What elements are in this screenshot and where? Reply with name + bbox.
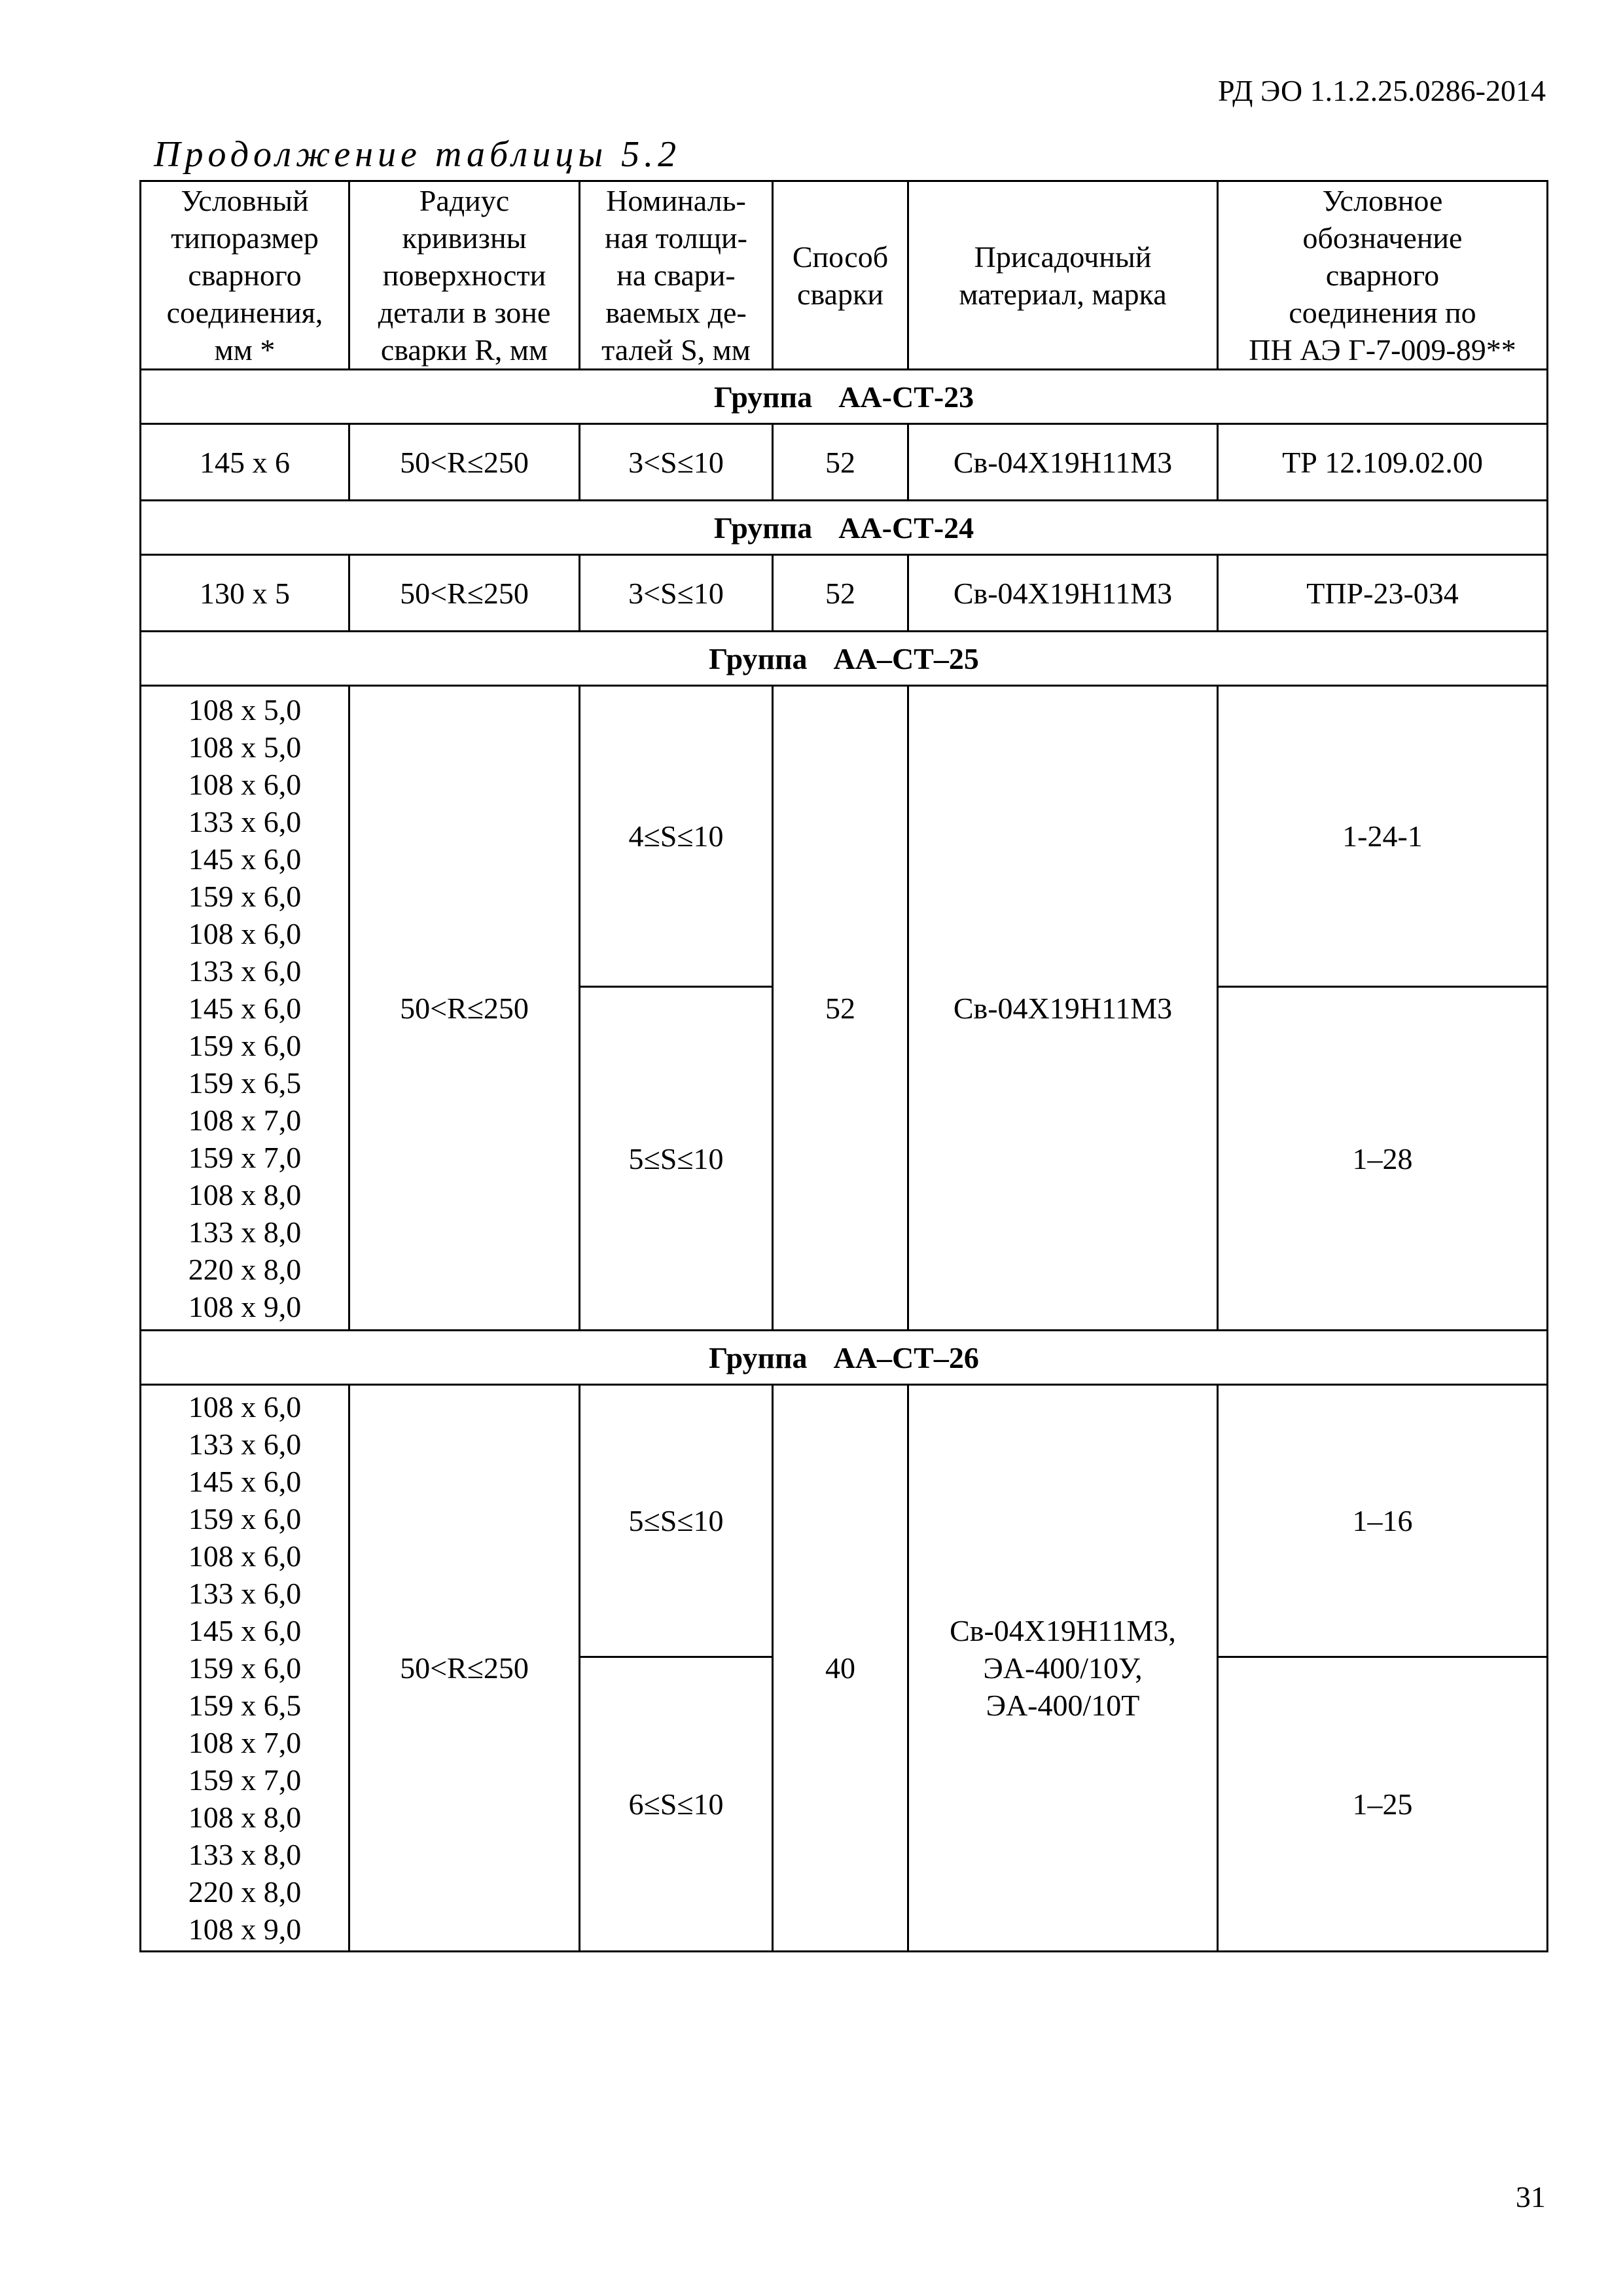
cell-line: 159 х 6,0 (188, 1651, 302, 1685)
cell-line: 133 х 6,0 (188, 954, 302, 988)
method-cell: 40 (773, 1385, 908, 1952)
header-cell-designation (1218, 181, 1548, 370)
cell-line: сварного (1325, 259, 1440, 292)
cell-line: 133 х 6,0 (188, 1577, 302, 1610)
thickness-cell: 5≤S≤10 (580, 987, 773, 1331)
cell-line: 133 х 6,0 (188, 804, 302, 838)
cell-line: 133 х 8,0 (188, 1215, 302, 1249)
cell-line: 108 х 9,0 (188, 1912, 302, 1946)
cell-line: Св-04Х19Н11М3 (953, 991, 1173, 1025)
cell-line: 108 х 6,0 (188, 1390, 302, 1424)
cell-line: 108 х 8,0 (188, 1177, 302, 1211)
cell-line: 145 х 6,0 (188, 1614, 302, 1647)
cell-line: 108 х 7,0 (188, 1726, 302, 1759)
cell-line: обозначение (1302, 221, 1463, 255)
group-code: АА-СТ-23 (838, 380, 974, 414)
welding-table (139, 180, 1548, 1952)
group-title (141, 370, 1548, 424)
cell-line: Номиналь- (606, 184, 746, 217)
method-cell: 52 (773, 686, 908, 1331)
cell-line: 108 х 6,0 (188, 916, 302, 950)
cell-line: ЭА-400/10Т (986, 1689, 1140, 1722)
table-row (141, 1385, 1548, 1657)
cell-line: 108 х 6,0 (188, 1539, 302, 1573)
page-number: 31 (1516, 2180, 1546, 2214)
material-cell: Св-04Х19Н11М3 (908, 424, 1218, 501)
document-code: РД ЭО 1.1.2.25.0286-2014 (1218, 74, 1546, 107)
cell-line: 159 х 7,0 (188, 1763, 302, 1797)
radius-cell: 50<R≤250 (349, 686, 580, 1331)
cell-line: типоразмер (171, 221, 319, 255)
cell-line: 220 х 8,0 (188, 1252, 302, 1286)
cell-line: 133 х 6,0 (188, 1427, 302, 1461)
material-cell (908, 686, 1218, 1331)
group-code: АА–СТ–26 (833, 1340, 979, 1374)
table-row (141, 424, 1548, 501)
cell-line: 108 х 6,0 (188, 767, 302, 801)
thickness-cell: 3<S≤10 (580, 424, 773, 501)
cell-line: 145 х 6,0 (188, 1465, 302, 1498)
sizes-cell (141, 1385, 349, 1952)
cell-line: материал, марка (959, 277, 1167, 311)
cell-line: 159 х 6,0 (188, 879, 302, 913)
cell-line: 159 х 7,0 (188, 1140, 302, 1174)
sizes-cell (141, 686, 349, 1331)
cell-line: 108 х 5,0 (188, 692, 302, 726)
cell-line: 108 х 5,0 (188, 730, 302, 764)
cell-line: Условный (181, 184, 309, 217)
cell-line: талей S, мм (601, 333, 751, 367)
cell-line: 145 х 6,0 (188, 842, 302, 876)
material-cell: Св-04Х19Н11М3 (908, 555, 1218, 632)
cell-line: Св-04Х19Н11М3, (950, 1614, 1176, 1647)
cell-line: мм * (214, 333, 276, 367)
cell-line: сварки (797, 277, 883, 311)
header-row (141, 181, 1548, 370)
cell-line: сварного (188, 259, 302, 292)
cell-line: Радиус (419, 184, 510, 217)
radius-cell: 50<R≤250 (349, 555, 580, 632)
cell-line: ЭА-400/10У, (983, 1651, 1143, 1685)
group-code: АА–СТ–25 (833, 641, 979, 675)
group-row-aa-ct-25 (141, 632, 1548, 686)
designation-cell: 1–25 (1218, 1657, 1548, 1952)
group-title (141, 501, 1548, 555)
cell-line: Способ (792, 240, 889, 274)
size-cell: 145 х 6 (141, 424, 349, 501)
table-row (141, 686, 1548, 987)
designation-cell: ТР 12.109.02.00 (1218, 424, 1548, 501)
table-caption: Продолжение таблицы 5.2 (154, 134, 681, 175)
radius-cell: 50<R≤250 (349, 424, 580, 501)
cell-line: соединения по (1289, 296, 1476, 329)
cell-line: поверхности (382, 259, 546, 292)
cell-line: Условное (1322, 184, 1443, 217)
group-row-aa-ct-23 (141, 370, 1548, 424)
thickness-cell: 5≤S≤10 (580, 1385, 773, 1657)
group-title (141, 1331, 1548, 1385)
group-row-aa-ct-26 (141, 1331, 1548, 1385)
designation-cell: 1–16 (1218, 1385, 1548, 1657)
cell-line: 108 х 9,0 (188, 1289, 302, 1323)
cell-line: 159 х 6,5 (188, 1066, 302, 1100)
cell-line: 220 х 8,0 (188, 1875, 302, 1909)
cell-line: 108 х 8,0 (188, 1801, 302, 1834)
method-cell: 52 (773, 424, 908, 501)
cell-line: 145 х 6,0 (188, 991, 302, 1025)
cell-line: ная толщи- (605, 221, 747, 255)
cell-line: 108 х 7,0 (188, 1103, 302, 1137)
designation-cell: 1-24-1 (1218, 686, 1548, 987)
size-cell: 130 х 5 (141, 555, 349, 632)
header-cell-material (908, 181, 1218, 370)
cell-line: соединения, (166, 296, 323, 329)
group-title (141, 632, 1548, 686)
cell-line: сварки R, мм (380, 333, 548, 367)
header-cell-size (141, 181, 349, 370)
cell-line: детали в зоне (378, 296, 551, 329)
cell-line: 159 х 6,0 (188, 1028, 302, 1062)
cell-line: ваемых де- (605, 296, 747, 329)
thickness-cell: 6≤S≤10 (580, 1657, 773, 1952)
cell-line: ПН АЭ Г-7-009-89** (1249, 333, 1516, 367)
cell-line: кривизны (402, 221, 527, 255)
group-label: Группа (713, 380, 813, 414)
group-label: Группа (709, 641, 808, 675)
group-code: АА-СТ-24 (838, 511, 974, 545)
cell-line: Присадочный (974, 240, 1152, 274)
thickness-cell: 3<S≤10 (580, 555, 773, 632)
header-cell-method (773, 181, 908, 370)
thickness-cell: 4≤S≤10 (580, 686, 773, 987)
cell-line: 159 х 6,0 (188, 1502, 302, 1535)
method-cell: 52 (773, 555, 908, 632)
header-cell-thickness (580, 181, 773, 370)
group-label: Группа (709, 1340, 808, 1374)
group-row-aa-ct-24 (141, 501, 1548, 555)
cell-line: 133 х 8,0 (188, 1838, 302, 1871)
cell-line: 159 х 6,5 (188, 1689, 302, 1722)
designation-cell: ТПР-23-034 (1218, 555, 1548, 632)
cell-line: на свари- (616, 259, 736, 292)
group-label: Группа (713, 511, 813, 545)
radius-cell: 50<R≤250 (349, 1385, 580, 1952)
table-row (141, 555, 1548, 632)
header-cell-radius (349, 181, 580, 370)
material-cell (908, 1385, 1218, 1952)
designation-cell: 1–28 (1218, 987, 1548, 1331)
